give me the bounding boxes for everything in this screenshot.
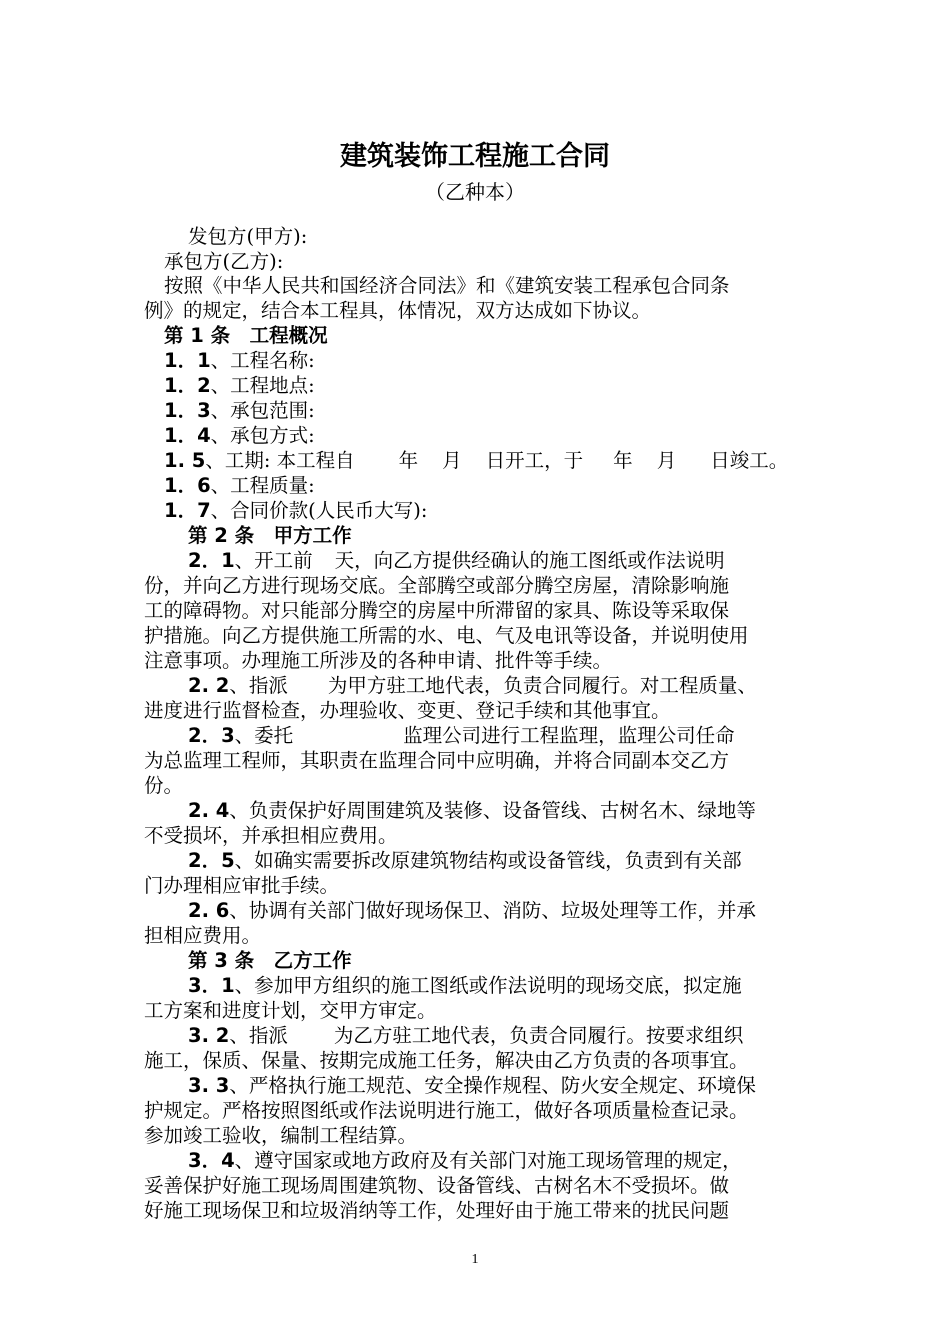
article-1-item (164, 498, 427, 523)
preamble-line-2: 例》的规定，结合本工程具，体情况，双方达成如下协议。 (144, 299, 652, 322)
year-label: 年 (613, 449, 633, 472)
item-number: 1. 5 (164, 449, 206, 472)
article-1-heading: 第 1 条 工程概况 (164, 324, 328, 347)
clause-2-1-line-2: 份，并向乙方进行现场交底。全部腾空或部分腾空房屋，清除影响施 (144, 574, 730, 597)
clause-3-2-line-1 (188, 1023, 743, 1048)
contract-title: 建筑装饰工程施工合同 (340, 141, 610, 172)
clause-3-4-line-1 (188, 1148, 742, 1173)
clause-text: 、协调有关部门做好现场保卫、消防、垃圾处理等工作，并承 (229, 899, 756, 922)
clause-number: 3．4 (188, 1149, 235, 1172)
article-1-item (164, 348, 315, 373)
clause-2-2-line-2: 进度进行监督检查，办理验收、变更、登记手续和其他事宜。 (144, 699, 671, 722)
clause-number: 3．1 (188, 974, 235, 997)
clause-text: 、参加甲方组织的施工图纸或作法说明的现场交底，拟定施 (234, 974, 742, 997)
clause-text: 、指派 (229, 1024, 288, 1047)
article-1-item (164, 398, 315, 423)
start-day-label: 日开工，于 (485, 449, 584, 472)
clause-text: 监理公司进行工程监理，监理公司任命 (403, 724, 735, 747)
article-1-item (164, 473, 315, 498)
item-text: 、工程质量: (210, 474, 315, 497)
clause-number: 3. 2 (188, 1024, 230, 1047)
item-number: 1．7 (164, 499, 211, 522)
clause-2-3-line-1 (188, 723, 735, 748)
clause-2-5-line-2: 门办理相应审批手续。 (144, 874, 340, 897)
page-number: 1 (471, 1252, 479, 1267)
clause-2-1-line-3: 工的障碍物。对只能部分腾空的房屋中所滞留的家具、陈设等采取保 (144, 599, 730, 622)
party-b-line: 承包方(乙方): (164, 250, 284, 273)
item-text: 、合同价款(人民币大写): (210, 499, 428, 522)
clause-number: 2. 4 (188, 799, 230, 822)
clause-text: 、负责保护好周围建筑及装修、设备管线、古树名木、绿地等 (229, 799, 756, 822)
clause-number: 3. 3 (188, 1074, 230, 1097)
clause-text: 天，向乙方提供经确认的施工图纸或作法说明 (334, 549, 725, 572)
item-text: 、工程名称: (210, 349, 315, 372)
clause-text: 为甲方驻工地代表，负责合同履行。对工程质量、 (327, 674, 757, 697)
clause-text: 、开工前 (234, 549, 313, 572)
clause-2-1-line-4: 护措施。向乙方提供施工所需的水、电、气及电讯等设备，并说明使用 (144, 624, 749, 647)
clause-2-6-line-2: 担相应费用。 (144, 924, 262, 947)
clause-2-4-line-1 (188, 798, 756, 823)
clause-2-6-line-1 (188, 898, 756, 923)
month-label: 月 (442, 449, 462, 472)
clause-number: 2. 2 (188, 674, 230, 697)
clause-3-3-line-1 (188, 1073, 756, 1098)
clause-2-3-line-3: 份。 (144, 774, 184, 797)
clause-text: 、严格执行施工规范、安全操作规程、防火安全规定、环境保 (229, 1074, 756, 1097)
article-2-heading: 第 2 条 甲方工作 (188, 524, 352, 547)
clause-2-1-line-5: 注意事项。办理施工所涉及的各种申请、批件等手续。 (144, 649, 613, 672)
item-text: 、承包范围: (210, 399, 315, 422)
clause-3-3-line-2: 护规定。严格按照图纸或作法说明进行施工，做好各项质量检查记录。 (144, 1099, 749, 1122)
article-1-item (164, 423, 315, 448)
item-text: 、工期: 本工程自 (205, 449, 355, 472)
month-label: 月 (656, 449, 677, 472)
item-number: 1．4 (164, 424, 211, 447)
item-text: 、工程地点: (210, 374, 315, 397)
item-number: 1．6 (164, 474, 211, 497)
clause-text: 、如确实需要拆改原建筑物结构或设备管线，负责到有关部 (234, 849, 742, 872)
clause-number: 2. 6 (188, 899, 230, 922)
clause-2-3-line-2: 为总监理工程师，其职责在监理合同中应明确，并将合同副本交乙方 (144, 749, 730, 772)
party-a-line: 发包方(甲方): (188, 225, 308, 248)
end-day-label: 日竣工。 (710, 449, 789, 472)
contract-subtitle: （乙种本） (425, 180, 525, 204)
clause-3-4-line-3: 好施工现场保卫和垃圾消纳等工作，处理好由于施工带来的扰民问题 (144, 1199, 730, 1222)
clause-number: 2．5 (188, 849, 235, 872)
clause-text: 、委托 (234, 724, 294, 747)
clause-2-2-line-1 (188, 673, 757, 698)
clause-text: 、指派 (229, 674, 288, 697)
clause-3-3-line-3: 参加竣工验收，编制工程结算。 (144, 1124, 418, 1147)
item-number: 1．2 (164, 374, 211, 397)
item-number: 1．3 (164, 399, 211, 422)
clause-3-2-line-2: 施工，保质、保量、按期完成施工任务，解决由乙方负责的各项事宜。 (144, 1049, 749, 1072)
item-text: 、承包方式: (210, 424, 315, 447)
clause-2-1-line-1 (188, 548, 725, 573)
clause-text: 为乙方驻工地代表，负责合同履行。按要求组织 (333, 1024, 744, 1047)
clause-3-4-line-2: 妥善保护好施工现场周围建筑物、设备管线、古树名木不受损坏。做 (144, 1174, 730, 1197)
article-1-item-schedule (164, 448, 788, 473)
clause-number: 2．1 (188, 549, 235, 572)
item-number: 1．1 (164, 349, 211, 372)
clause-3-1-line-1 (188, 973, 742, 998)
clause-2-5-line-1 (188, 848, 742, 873)
article-1-item (164, 373, 315, 398)
article-3-heading: 第 3 条 乙方工作 (188, 949, 352, 972)
clause-3-1-line-2: 工方案和进度计划，交甲方审定。 (144, 999, 437, 1022)
clause-number: 2．3 (188, 724, 235, 747)
clause-text: 、遵守国家或地方政府及有关部门对施工现场管理的规定， (234, 1149, 742, 1172)
clause-2-4-line-2: 不受损坏，并承担相应费用。 (144, 824, 398, 847)
year-label: 年 (398, 449, 419, 472)
preamble-line-1: 按照《中华人民共和国经济合同法》和《建筑安装工程承包合同条 (164, 274, 730, 297)
